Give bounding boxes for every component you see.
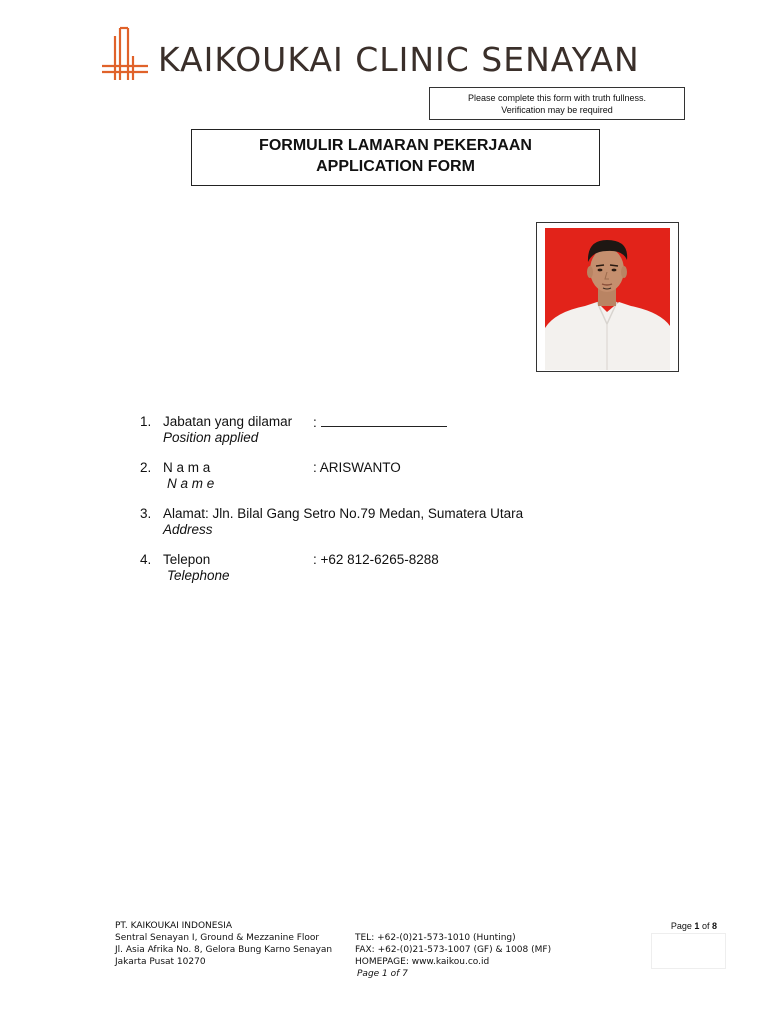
footer-page-italic: Page 1 of 7	[357, 969, 408, 979]
field-number: 3.	[140, 506, 152, 521]
footer-tel: TEL: +62-(0)21-573-1010 (Hunting)	[355, 933, 516, 943]
form-title	[191, 129, 600, 186]
applicant-photo	[545, 228, 670, 370]
name-value[interactable]: : ARISWANTO	[313, 460, 401, 475]
footer-blank-box	[651, 933, 726, 969]
page-word: Page	[670, 921, 692, 931]
footer-contact	[355, 932, 585, 968]
field-label: Jabatan yang dilamar	[163, 414, 293, 429]
field-sublabel: N a m e	[167, 476, 215, 491]
page-current: 1	[694, 921, 700, 931]
telephone-value[interactable]: : +62 812-6265-8288	[313, 552, 439, 567]
field-address	[140, 506, 700, 552]
footer-address-line: Jakarta Pusat 10270	[115, 957, 206, 967]
notice-line-2: Verification may be required	[501, 105, 613, 115]
field-name	[140, 460, 700, 506]
verification-notice	[429, 87, 685, 120]
footer-company-address	[115, 920, 355, 968]
field-sublabel: Telephone	[167, 568, 230, 583]
page-of: of	[701, 921, 710, 931]
applicant-photo-frame	[536, 222, 679, 372]
field-colon: :	[313, 415, 317, 430]
address-value[interactable]: Alamat: Jln. Bilal Gang Setro No.79 Medan, Sumatera Utara	[163, 506, 524, 521]
field-label: N a m a	[163, 460, 211, 475]
footer-company: PT. KAIKOUKAI INDONESIA	[115, 921, 232, 931]
field-sublabel: Address	[163, 522, 213, 537]
footer-address-line: Sentral Senayan I, Ground & Mezzanine Floor	[115, 933, 320, 943]
page-total: 8	[711, 921, 717, 931]
field-telephone	[140, 552, 700, 598]
applicant-photo-icon	[545, 228, 670, 370]
clinic-logo-mark-icon	[100, 26, 150, 82]
field-number: 1.	[140, 414, 152, 429]
position-blank-line	[321, 414, 447, 427]
field-sublabel: Position applied	[163, 430, 259, 445]
footer-fax: FAX: +62-(0)21-573-1007 (GF) & 1008 (MF)	[355, 945, 552, 955]
field-label: Telepon	[163, 552, 211, 567]
applicant-fields	[140, 414, 700, 598]
notice-line-1: Please complete this form with truth fullness.	[467, 93, 647, 103]
field-position	[140, 414, 700, 460]
footer-address-line: Jl. Asia Afrika No. 8, Gelora Bung Karno Senayan	[115, 945, 333, 955]
field-number: 2.	[140, 460, 152, 475]
position-value[interactable]	[313, 414, 447, 430]
footer-homepage[interactable]: HOMEPAGE: www.kaikou.co.id	[355, 957, 490, 967]
form-title-indonesian: FORMULIR LAMARAN PEKERJAAN	[259, 137, 532, 154]
field-number: 4.	[140, 552, 152, 567]
form-title-english: APPLICATION FORM	[316, 158, 475, 175]
clinic-logo	[100, 26, 680, 86]
page-counter	[671, 920, 717, 932]
clinic-brand-name: KAIKOUKAI CLINIC SENAYAN	[158, 40, 640, 79]
